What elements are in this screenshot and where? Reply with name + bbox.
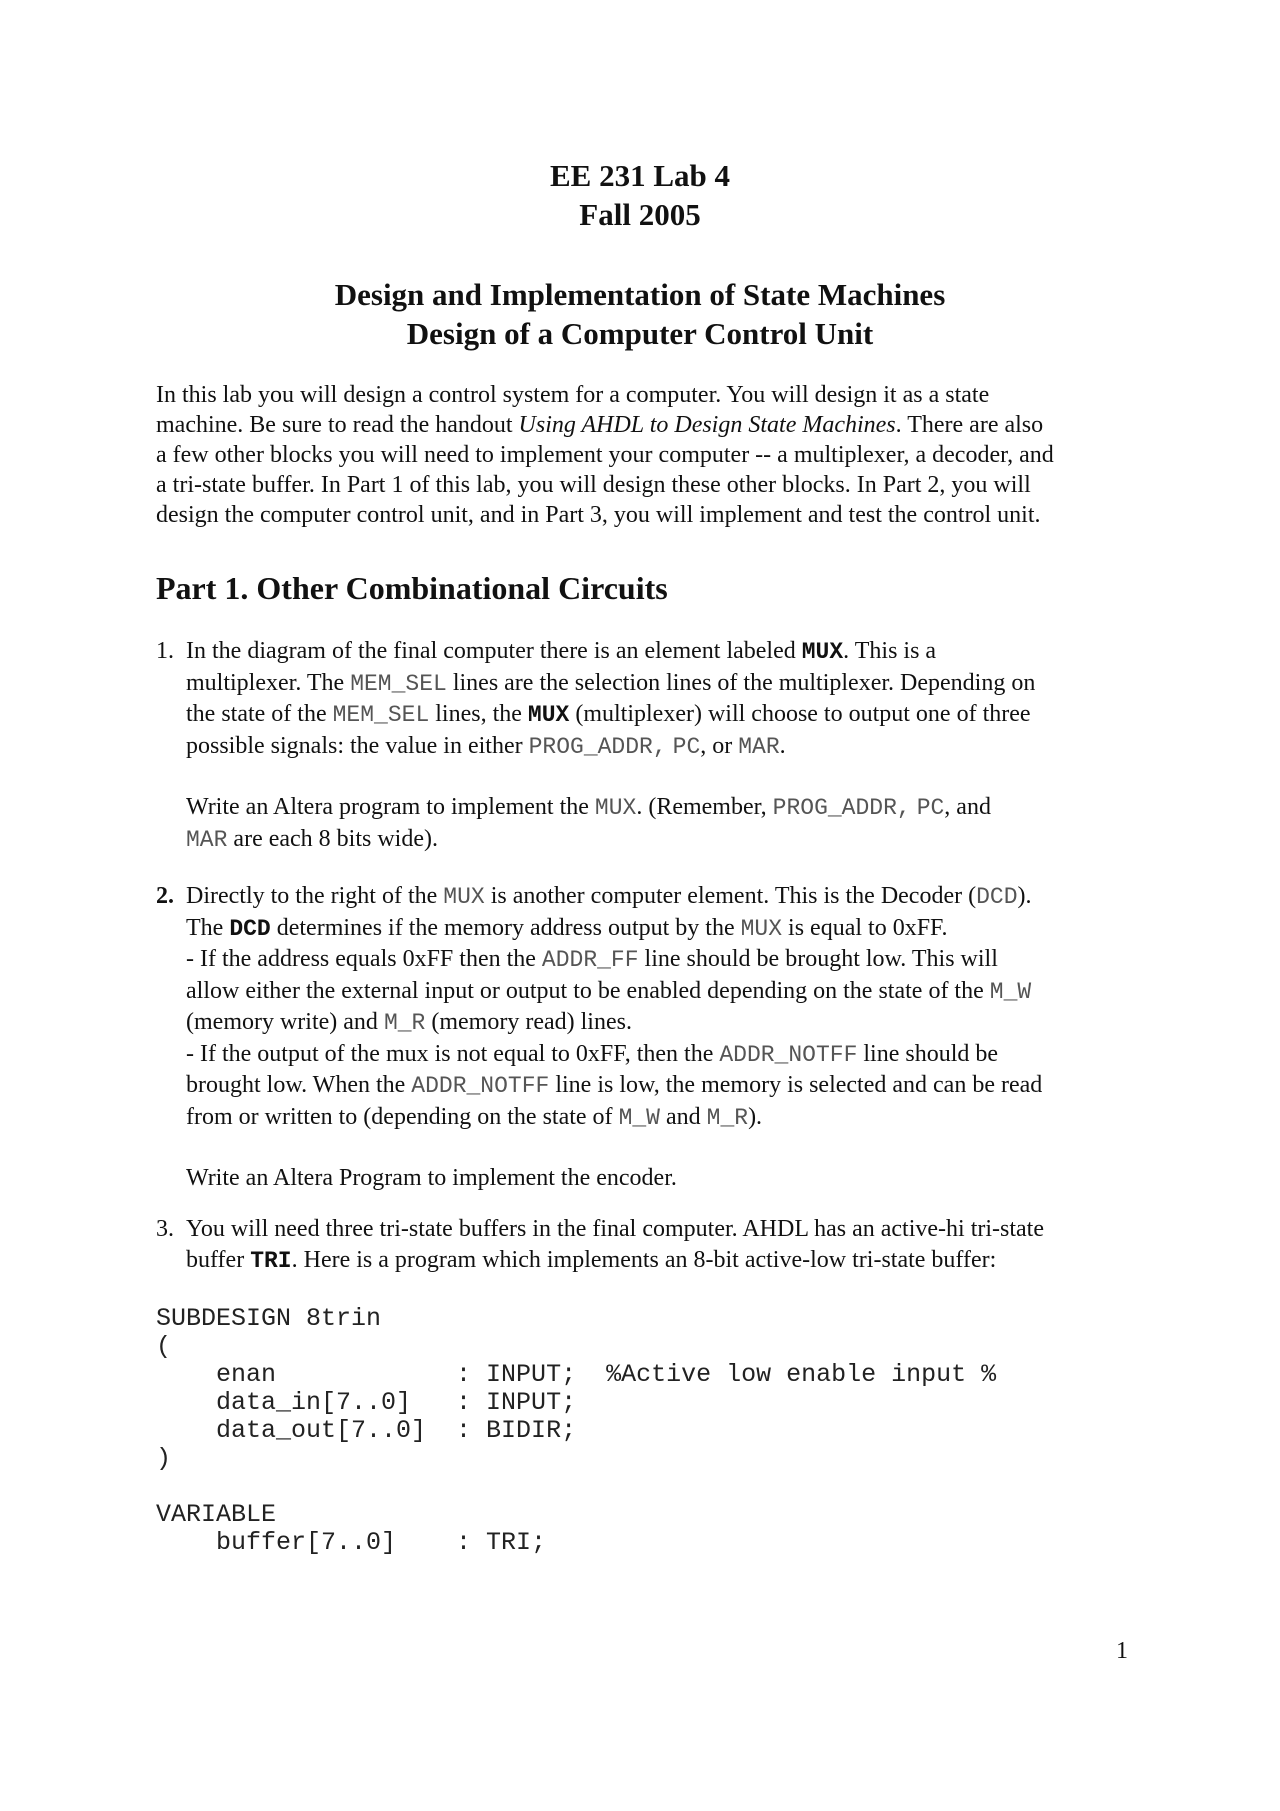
item-number: 2. — [156, 883, 174, 909]
code-line: ) — [156, 1444, 172, 1473]
list-item-2 — [156, 881, 1146, 1194]
item-line: the state of the MEM_SEL lines, the MUX (multiplexer) will choose to output one of three — [186, 701, 1031, 728]
item-line: Write an Altera Program to implement the encoder. — [186, 1165, 677, 1191]
intro-line: a tri-state buffer. In Part 1 of this lab, you will design these other blocks. In Part 2, you will — [156, 472, 1031, 498]
intro-line: In this lab you will design a control system for a computer. You will design it as a state — [156, 382, 990, 408]
item-line: MAR are each 8 bits wide). — [186, 825, 438, 853]
item-line: buffer TRI. Here is a program which implements an 8-bit active-low tri-state buffer: — [186, 1246, 997, 1274]
item-line: allow either the external input or output to be enabled depending on the state of the M_W — [186, 977, 1032, 1005]
code-listing — [156, 1305, 996, 1557]
list-item-3 — [156, 1214, 1146, 1276]
intro-line: a few other blocks you will need to implement your computer -- a multiplexer, a decoder, and — [156, 442, 1054, 468]
item-line: - If the address equals 0xFF then the ADDR_FF line should be brought low. This will — [186, 946, 998, 973]
item-line: brought low. When the ADDR_NOTFF line is low, the memory is selected and can be read — [186, 1072, 1043, 1099]
code-line: buffer[7..0] : TRI; — [156, 1528, 547, 1557]
code-line: VARIABLE — [156, 1500, 277, 1529]
handout-title: Using AHDL to Design State Machines — [518, 412, 896, 438]
code-line — [156, 1473, 996, 1501]
intro-line: machine. Be sure to read the handout Using AHDL to Design State Machines. There are also — [156, 412, 1044, 438]
subtitle-line-2: Design of a Computer Control Unit — [406, 316, 874, 351]
item-line: from or written to (depending on the state of M_W and M_R). — [186, 1103, 763, 1131]
lab-title: EE 231 Lab 4 — [549, 158, 731, 193]
intro-paragraph — [156, 380, 1136, 530]
item-line: 3. You will need three tri-state buffers in the final computer. AHDL has an active-hi tri-state — [156, 1214, 1146, 1245]
item-line: 1. In the diagram of the final computer there is an element labeled MUX. This is a — [156, 638, 937, 665]
subtitle-line-1: Design and Implementation of State Machines — [334, 277, 946, 312]
item-line: - If the output of the mux is not equal to 0xFF, then the ADDR_NOTFF line should be — [186, 1040, 999, 1068]
code-line: data_in[7..0] : INPUT; — [156, 1388, 577, 1417]
item-line: multiplexer. The MEM_SEL lines are the selection lines of the multiplexer. Depending on — [186, 669, 1036, 697]
item-line: Write an Altera program to implement the MUX. (Remember, PROG_ADDR, PC, and — [186, 794, 991, 821]
item-number: 3. — [156, 1216, 174, 1242]
item-line: (memory write) and M_R (memory read) lines. — [186, 1009, 632, 1036]
code-line: enan : INPUT; %Active low enable input % — [156, 1360, 997, 1389]
code-line: ( — [156, 1332, 172, 1361]
page-number: 1 — [1116, 1638, 1128, 1664]
item-number: 1. — [156, 638, 174, 664]
code-line: SUBDESIGN 8trin — [156, 1304, 382, 1333]
semester: Fall 2005 — [579, 197, 701, 232]
part1-heading: Part 1. Other Combinational Circuits — [156, 570, 668, 606]
item-line: possible signals: the value in either PROG_ADDR, PC, or MAR. — [186, 732, 786, 760]
code-line: data_out[7..0] : BIDIR; — [156, 1416, 577, 1445]
intro-line: design the computer control unit, and in Part 3, you will implement and test the control unit. — [156, 502, 1041, 528]
list-item-1 — [156, 636, 1146, 855]
item-line: 2. Directly to the right of the MUX is another computer element. This is the Decoder (DCD). — [156, 883, 1032, 910]
item-line: The DCD determines if the memory address output by the MUX is equal to 0xFF. — [186, 914, 948, 942]
